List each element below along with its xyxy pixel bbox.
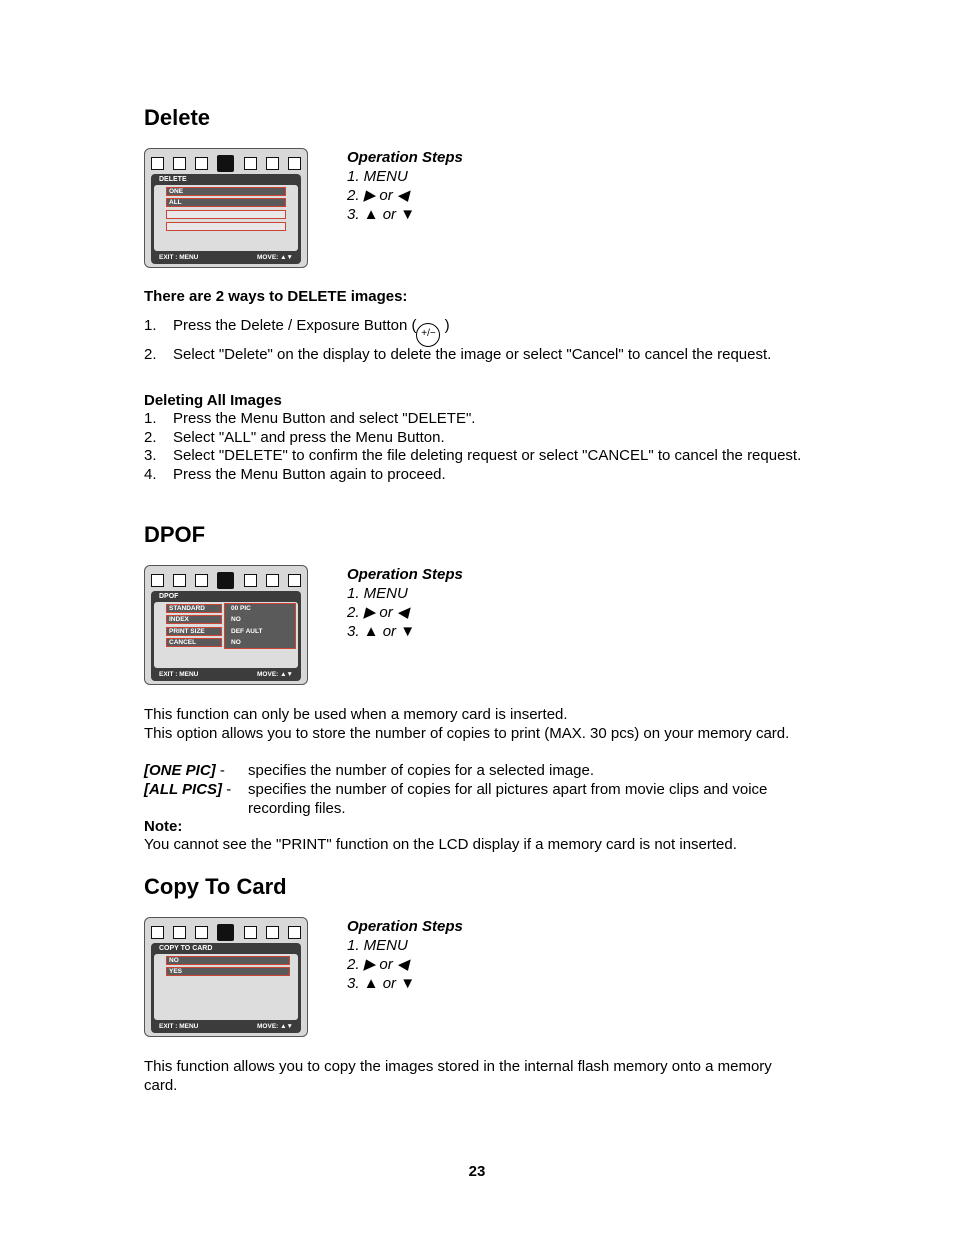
dpof-paragraph: This function can only be used when a memory card is inserted. bbox=[144, 706, 568, 723]
list-number: 4. bbox=[144, 465, 157, 483]
ways-title: There are 2 ways to DELETE images: bbox=[144, 288, 408, 305]
key-icon bbox=[173, 157, 186, 170]
resize-icon bbox=[266, 574, 279, 587]
definition-desc: specifies the number of copies for all pictures apart from movie clips and voice recording files. bbox=[248, 781, 768, 817]
move-hint: MOVE: ▲▼ bbox=[257, 1023, 293, 1030]
operation-steps-title: Operation Steps bbox=[347, 149, 463, 166]
operation-steps bbox=[347, 148, 463, 224]
menu-option-label: ONE bbox=[169, 188, 184, 195]
copy-icon bbox=[195, 157, 208, 170]
note-text: You cannot see the "PRINT" function on the LCD display if a memory card is not inserted. bbox=[144, 836, 737, 853]
menu-panel bbox=[151, 943, 301, 1033]
menu-footer bbox=[159, 671, 293, 678]
camera-icon bbox=[288, 926, 301, 939]
resize-icon bbox=[288, 157, 301, 170]
list-item bbox=[144, 346, 804, 365]
move-hint: MOVE: ▲▼ bbox=[257, 254, 293, 261]
menu-option-empty bbox=[166, 222, 286, 231]
copy-to-card-menu-screenshot bbox=[144, 917, 308, 1037]
operation-step: 1. MENU bbox=[347, 168, 408, 185]
definition-row bbox=[144, 762, 814, 781]
list-text: Select "DELETE" to confirm the file deleting request or select "CANCEL" to cancel the request. bbox=[173, 447, 802, 464]
menu-options bbox=[154, 954, 298, 1020]
menu-option bbox=[166, 198, 286, 207]
menu-title: COPY TO CARD bbox=[159, 945, 213, 952]
list-text: Press the Delete / Exposure Button ( bbox=[173, 317, 417, 334]
menu-option bbox=[166, 956, 290, 965]
menu-panel bbox=[151, 591, 301, 681]
menu-icon-row bbox=[151, 924, 301, 940]
page-number: 23 bbox=[468, 1163, 486, 1180]
menu-option-label: PRINT SIZE bbox=[169, 628, 205, 635]
menu-option-label: ALL bbox=[169, 199, 182, 206]
ways-list bbox=[144, 312, 804, 365]
card-icon bbox=[244, 574, 257, 587]
menu-value: DEF AULT bbox=[231, 628, 263, 635]
definition-sep: - bbox=[215, 762, 225, 779]
menu-value: NO bbox=[231, 616, 241, 623]
section-heading-copy-to-card: Copy To Card bbox=[144, 874, 287, 899]
menu-options bbox=[154, 185, 298, 251]
list-item bbox=[144, 312, 804, 339]
copy-paragraph: This function allows you to copy the images stored in the internal flash memory onto a memory card. bbox=[144, 1058, 772, 1094]
copy-icon bbox=[151, 926, 164, 939]
operation-steps-title: Operation Steps bbox=[347, 566, 463, 583]
move-hint: MOVE: ▲▼ bbox=[257, 671, 293, 678]
deleting-all-list bbox=[144, 410, 804, 484]
list-item bbox=[144, 429, 804, 448]
list-text: Select "Delete" on the display to delete the image or select "Cancel" to cancel the request. bbox=[173, 346, 772, 363]
operation-step: 1. MENU bbox=[347, 937, 408, 954]
key-icon bbox=[151, 574, 164, 587]
operation-step: 3. ▲ or ▼ bbox=[347, 975, 416, 992]
list-number: 2. bbox=[144, 346, 157, 363]
menu-option bbox=[166, 967, 290, 976]
globe-icon bbox=[266, 926, 279, 939]
menu-footer bbox=[159, 1023, 293, 1030]
operation-steps bbox=[347, 917, 463, 993]
list-text: Press the Menu Button and select "DELETE". bbox=[173, 410, 476, 427]
note-title: Note: bbox=[144, 818, 183, 835]
operation-step: 2. ▶ or ◀ bbox=[347, 187, 409, 204]
operation-step: 2. ▶ or ◀ bbox=[347, 604, 409, 621]
deleting-all-title: Deleting All Images bbox=[144, 392, 282, 409]
menu-option-label: INDEX bbox=[169, 616, 189, 623]
menu-option-label: CANCEL bbox=[169, 639, 197, 646]
list-item bbox=[144, 466, 804, 485]
dpof-menu-screenshot bbox=[144, 565, 308, 685]
menu-option bbox=[166, 604, 222, 613]
list-number: 1. bbox=[144, 317, 157, 334]
menu-value: 00 PIC bbox=[231, 605, 251, 612]
list-text: ) bbox=[440, 317, 450, 334]
menu-icon-row bbox=[151, 155, 301, 171]
card-icon bbox=[266, 157, 279, 170]
definition-term: [ONE PIC] bbox=[144, 762, 216, 779]
list-text: Press the Menu Button again to proceed. bbox=[173, 465, 446, 483]
exit-hint: EXIT : MENU bbox=[159, 1023, 199, 1030]
menu-option bbox=[166, 627, 222, 636]
menu-options bbox=[154, 602, 298, 668]
print-icon bbox=[244, 157, 257, 170]
section-heading-delete: Delete bbox=[144, 105, 211, 130]
definition-term: [ALL PICS] bbox=[144, 781, 223, 798]
definition-row bbox=[144, 781, 814, 817]
delete-exposure-button-icon: +/− bbox=[416, 323, 440, 347]
list-text: Select "ALL" and press the Menu Button. bbox=[173, 428, 445, 446]
menu-title: DPOF bbox=[159, 593, 179, 600]
trash-icon bbox=[173, 926, 186, 939]
trash-icon bbox=[195, 574, 208, 587]
menu-option bbox=[166, 187, 286, 196]
menu-option-label: STANDARD bbox=[169, 605, 205, 612]
print-icon bbox=[217, 572, 234, 589]
section-heading-dpof: DPOF bbox=[144, 522, 206, 547]
list-number: 1. bbox=[144, 410, 157, 427]
operation-step: 2. ▶ or ◀ bbox=[347, 956, 409, 973]
menu-values-box bbox=[224, 603, 296, 649]
resize-icon bbox=[244, 926, 257, 939]
delete-menu-screenshot bbox=[144, 148, 308, 268]
operation-step: 1. MENU bbox=[347, 585, 408, 602]
operation-step: 3. ▲ or ▼ bbox=[347, 623, 416, 640]
operation-step: 3. ▲ or ▼ bbox=[347, 206, 416, 223]
print-icon bbox=[195, 926, 208, 939]
menu-footer bbox=[159, 254, 293, 261]
definition-desc: specifies the number of copies for a selected image. bbox=[248, 762, 595, 779]
list-number: 2. bbox=[144, 428, 157, 446]
menu-option bbox=[166, 638, 222, 647]
menu-title: DELETE bbox=[159, 176, 187, 183]
operation-steps-title: Operation Steps bbox=[347, 918, 463, 935]
menu-option-label: NO bbox=[169, 957, 179, 964]
trash-icon bbox=[217, 155, 234, 172]
settings-icon bbox=[151, 157, 164, 170]
list-item bbox=[144, 410, 804, 429]
exit-hint: EXIT : MENU bbox=[159, 254, 199, 261]
list-number: 3. bbox=[144, 447, 157, 464]
copy-icon bbox=[173, 574, 186, 587]
menu-option bbox=[166, 615, 222, 624]
definition-sep: - bbox=[222, 781, 232, 798]
card-icon bbox=[217, 924, 234, 941]
menu-value: NO bbox=[231, 639, 241, 646]
globe-icon bbox=[288, 574, 301, 587]
menu-panel bbox=[151, 174, 301, 264]
menu-icon-row bbox=[151, 572, 301, 588]
dpof-paragraph: This option allows you to store the number of copies to print (MAX. 30 pcs) on your memory card. bbox=[144, 725, 790, 742]
menu-option-empty bbox=[166, 210, 286, 219]
operation-steps bbox=[347, 565, 463, 641]
exit-hint: EXIT : MENU bbox=[159, 671, 199, 678]
list-item bbox=[144, 447, 804, 466]
menu-option-label: YES bbox=[169, 968, 183, 975]
